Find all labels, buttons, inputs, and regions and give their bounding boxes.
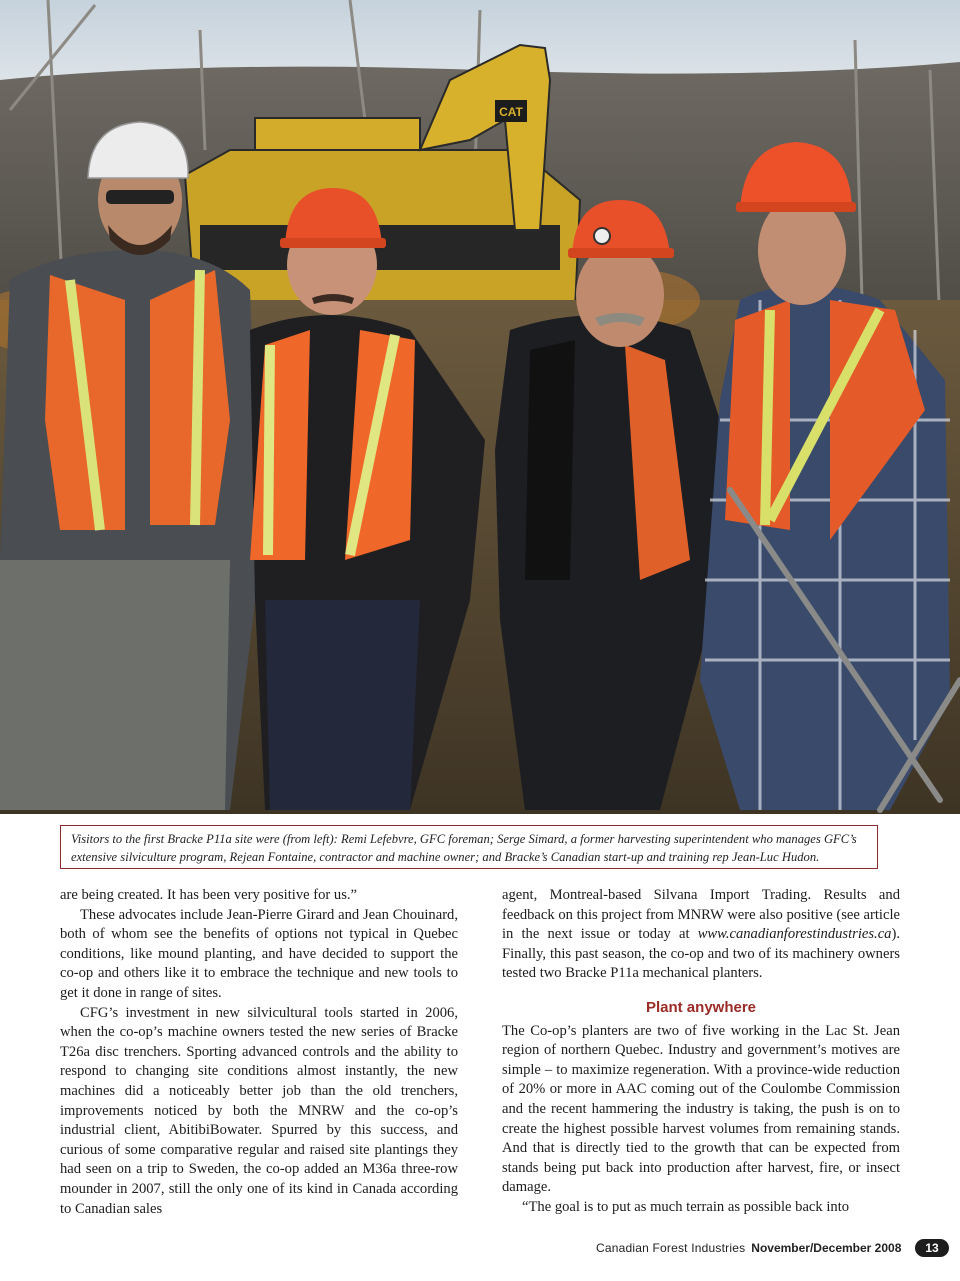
photo-caption: Visitors to the first Bracke P11a site were (from left): Remi Lefebvre, GFC foreman; Serge Simard, a former harvesting superintendent who manages GFC’s extensive silviculture program, Rejean Fontaine, contractor and machine owner; and Bracke’s Canadian start-up and training rep Jean-Luc Hudon. bbox=[60, 825, 878, 869]
article-right-column bbox=[502, 886, 900, 1218]
paragraph: CFG’s investment in new silvicultural tools started in 2006, when the co-op’s machine owners tested the new series of Bracke T26a disc trenchers. Sporting advanced controls and the ability to respond to changing site conditions almost instantly, the new machines did a noticeably better job than the old trenchers, improvements noticed by both the MNRW and the co-op’s industrial client, AbitibiBowater. Spurred by this success, and curious of some comparative regular and raised site plantings they had seen on a trip to Sweden, the co-op added an M36a three-row mounder in 2007, still the only one of its kind in Canada according to Canadian sales bbox=[60, 1004, 458, 1217]
svg-text:CAT: CAT bbox=[499, 105, 523, 119]
paragraph bbox=[502, 886, 900, 984]
issue-date: November/December 2008 bbox=[751, 1241, 902, 1255]
article-left-column bbox=[60, 886, 458, 1219]
page-number: 13 bbox=[915, 1239, 948, 1257]
paragraph: These advocates include Jean-Pierre Girard and Jean Chouinard, both of whom see the benefits of options not typical in Quebec conditions, like mound planting, and have decided to support the co-op and others like it to embrace the technique and new tools to get it done in range of sites. bbox=[60, 906, 458, 1001]
paragraph-text: agent, Montreal-based Silvana Import Trading. Results and feedback on this project from MNRW were also positive (see article in the next issue or today at bbox=[502, 887, 900, 943]
paragraph: are being created. It has been very positive for us.” bbox=[60, 887, 358, 903]
section-heading: Plant anywhere bbox=[645, 998, 757, 1016]
paragraph-text: ). Finally, this past season, the co-op and two of its machinery owners tested two Bracke P11a mechanical planters. bbox=[502, 926, 900, 982]
website-link[interactable]: www.canadianforestindustries.ca bbox=[697, 926, 892, 943]
paragraph: The Co-op’s planters are two of five working in the Lac St. Jean region of northern Quebec. Industry and government’s motives are simple – to maximize regeneration. With a province-wide reduction of 20% or more in AAC coming out of the Coulombe Commission and the recent hammering the industry is taking, the push is on to create the highest possible harvest volumes from remaining stands. And that is directly tied to the growth that can be expected from stands being put back into production after harvest, fire, or insect damage. bbox=[502, 1022, 900, 1196]
publication-name: Canadian Forest Industries bbox=[596, 1241, 746, 1255]
page-footer bbox=[596, 1238, 949, 1258]
paragraph: “The goal is to put as much terrain as possible back into bbox=[522, 1198, 850, 1215]
